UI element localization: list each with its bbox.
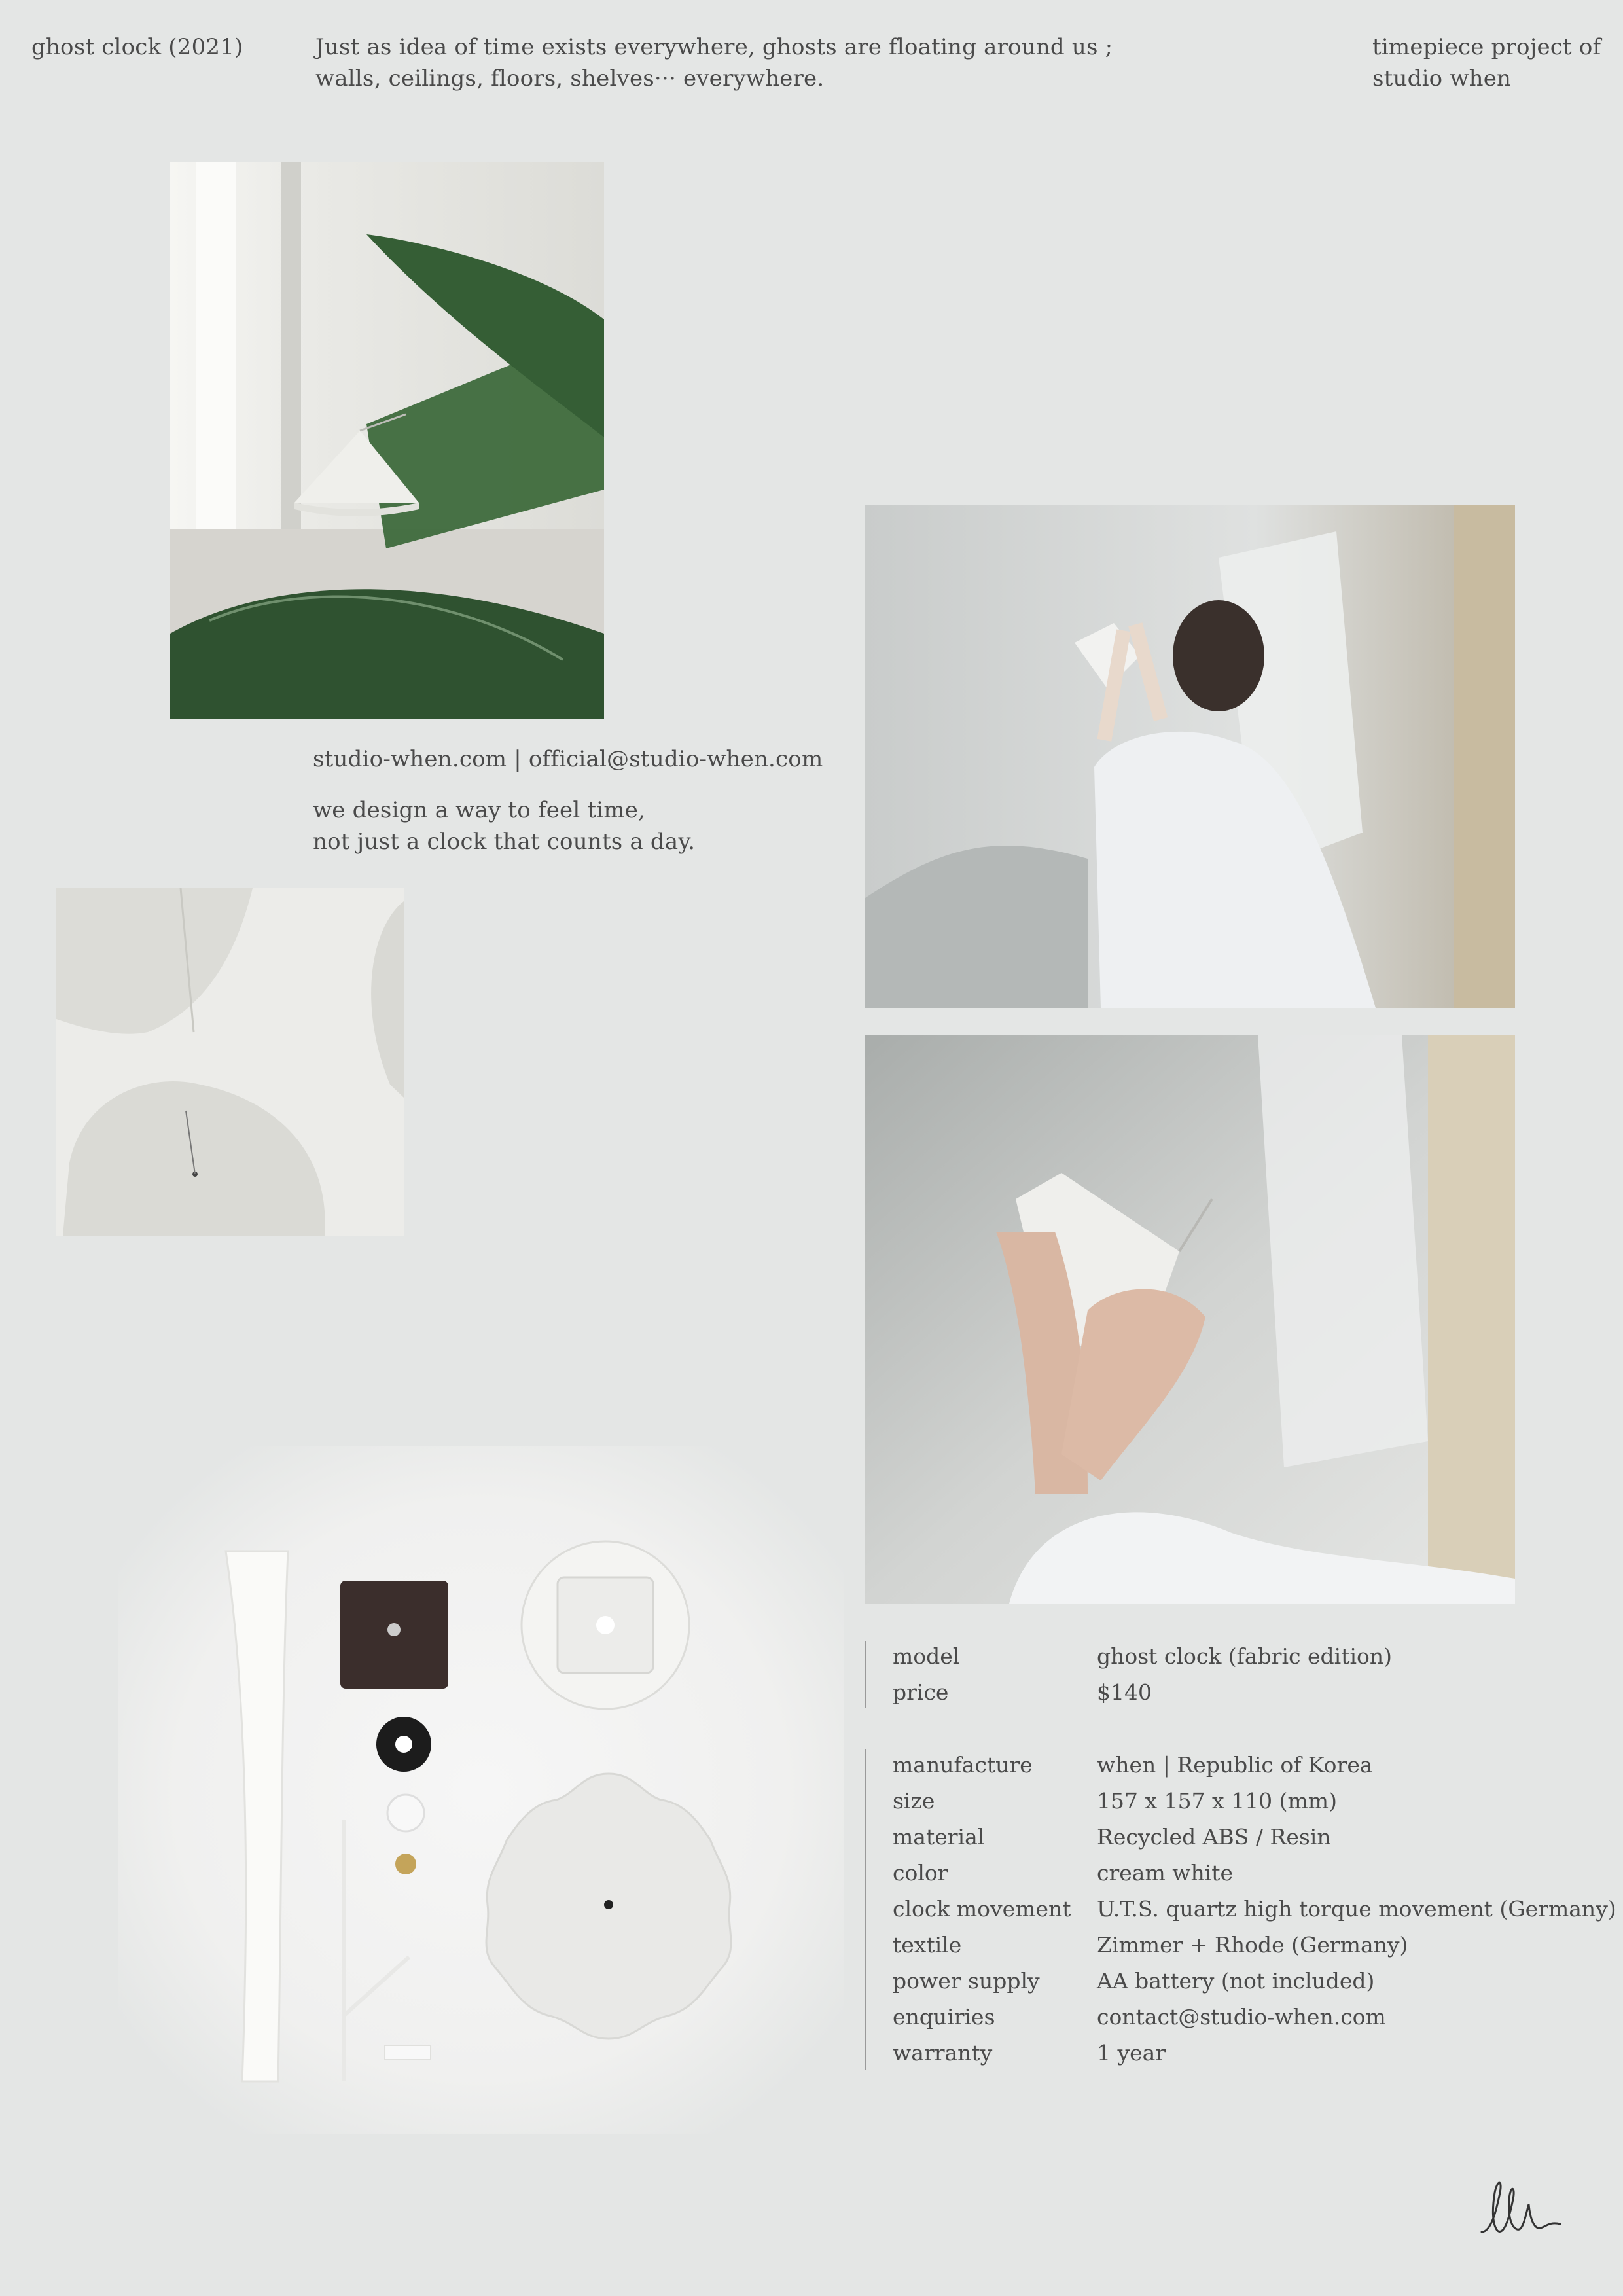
spec-row-price — [893, 1674, 1392, 1710]
spec-value: 1 year — [1097, 2040, 1166, 2066]
spec-value: U.T.S. quartz high torque movement (Germany) — [1097, 1896, 1616, 1922]
specs-details — [865, 1747, 1616, 2071]
spec-label: price — [893, 1679, 949, 1705]
spec-value: ghost clock (fabric edition) — [1097, 1643, 1393, 1669]
spec-value: Recycled ABS / Resin — [1097, 1824, 1331, 1850]
studio-line-1: timepiece project of — [1372, 34, 1601, 60]
project-title: ghost clock (2021) — [31, 34, 243, 60]
studio-line-2: studio when — [1372, 65, 1512, 92]
specs-primary — [865, 1638, 1392, 1710]
contact-line: studio-when.com | official@studio-when.com — [313, 746, 823, 772]
spec-row-warranty — [893, 2035, 1616, 2071]
photo-hands-holding-clock — [865, 1035, 1515, 1604]
photo-person-hanging-clock — [865, 505, 1515, 1008]
spec-label: size — [893, 1788, 935, 1814]
tagline-line-2: not just a clock that counts a day. — [313, 829, 696, 855]
spec-row-clock-movement — [893, 1891, 1616, 1927]
spec-label: material — [893, 1824, 985, 1850]
studio-credit — [1372, 31, 1601, 94]
intro-text — [315, 31, 1113, 94]
spec-row-model — [893, 1638, 1392, 1674]
specs-details-rule — [865, 1749, 866, 2070]
tagline — [313, 795, 695, 857]
spec-value: contact@studio-when.com — [1097, 2004, 1386, 2030]
spec-label: model — [893, 1643, 960, 1669]
spec-label: clock movement — [893, 1896, 1071, 1922]
photo-clock-parts — [118, 1446, 844, 2134]
spec-row-color — [893, 1855, 1616, 1891]
specs-primary-rule — [865, 1641, 866, 1708]
photo-clocks-top-view — [56, 888, 404, 1236]
intro-line-2: walls, ceilings, floors, shelves··· everywhere. — [315, 65, 825, 92]
spec-row-manufacture — [893, 1747, 1616, 1783]
spec-row-textile — [893, 1927, 1616, 1963]
spec-label: warranty — [893, 2040, 993, 2066]
photo-clock-on-shelf — [170, 162, 604, 719]
spec-label: textile — [893, 1932, 962, 1958]
spec-value: Zimmer + Rhode (Germany) — [1097, 1932, 1408, 1958]
spec-value: cream white — [1097, 1860, 1234, 1886]
spec-label: manufacture — [893, 1752, 1033, 1778]
spec-label: color — [893, 1860, 948, 1886]
tagline-line-1: we design a way to feel time, — [313, 797, 646, 823]
spec-value: 157 x 157 x 110 (mm) — [1097, 1788, 1337, 1814]
spec-value: AA battery (not included) — [1097, 1968, 1375, 1994]
intro-line-1: Just as idea of time exists everywhere, ghosts are floating around us ; — [315, 34, 1113, 60]
spec-label: power supply — [893, 1968, 1040, 1994]
spec-row-material — [893, 1819, 1616, 1855]
spec-label: enquiries — [893, 2004, 995, 2030]
spec-value: $140 — [1097, 1679, 1152, 1705]
spec-value: when | Republic of Korea — [1097, 1752, 1373, 1778]
spec-row-enquiries — [893, 1999, 1616, 2035]
spec-row-power-supply — [893, 1963, 1616, 1999]
signature-logo-icon — [1478, 2173, 1564, 2236]
spec-row-size — [893, 1783, 1616, 1819]
